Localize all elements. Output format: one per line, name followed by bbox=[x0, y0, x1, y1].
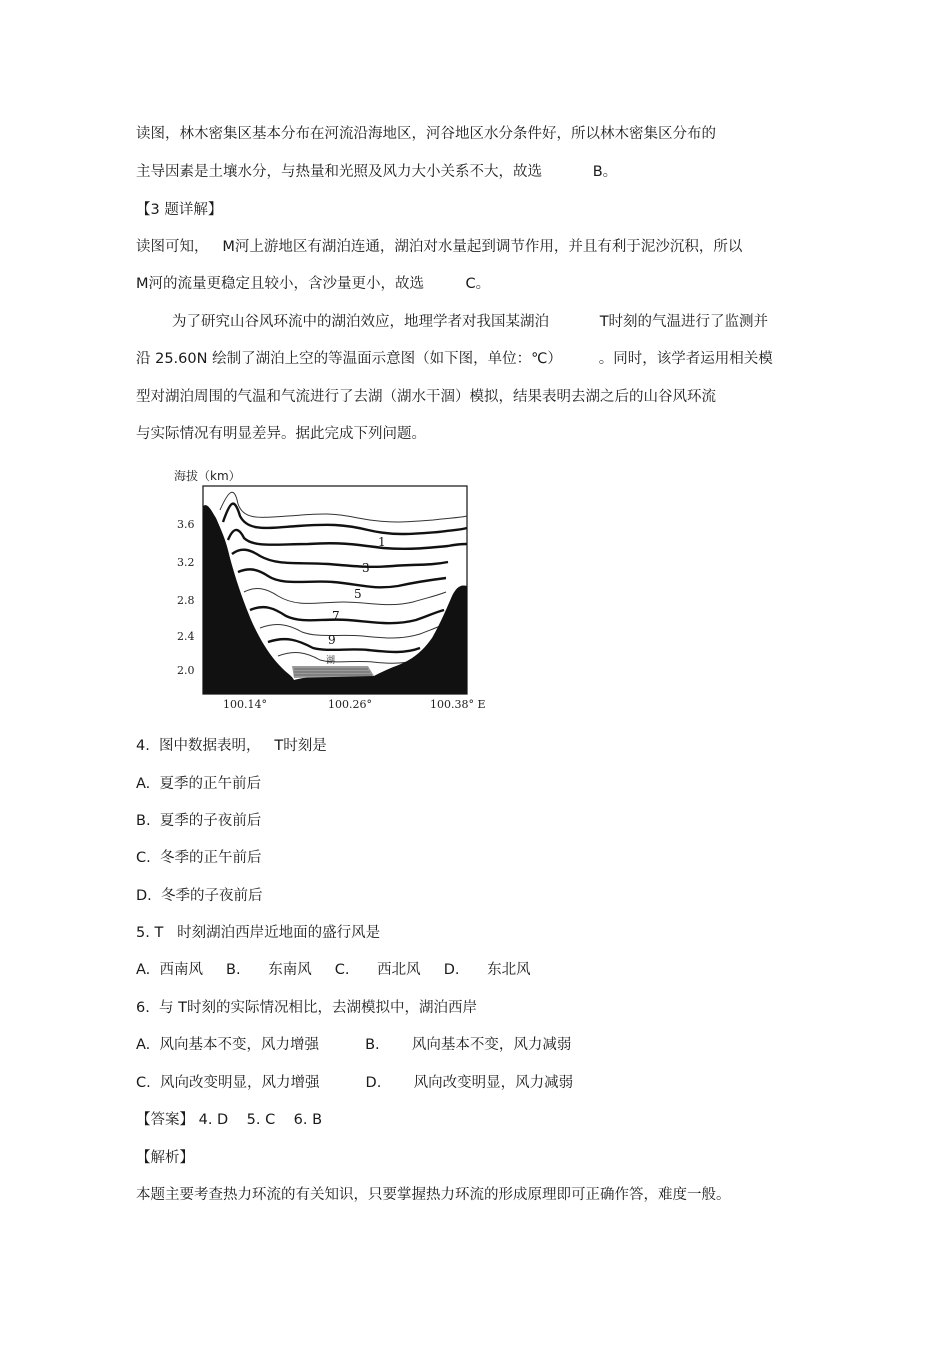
y-axis-title: 海拔（km） bbox=[174, 469, 241, 483]
option-c: C. 冬季的正午前后 bbox=[136, 850, 262, 866]
question-6-options-cd: C. 风向改变明显，风力增强 D. 风向改变明显，风力减弱 bbox=[136, 1075, 574, 1091]
analysis-text: 本题主要考查热力环流的有关知识，只要掌握热力环流的形成原理即可正确作答，难度一般。 bbox=[136, 1187, 731, 1203]
x-tick: 100.38° E bbox=[430, 698, 486, 711]
y-tick: 3.6 bbox=[177, 518, 195, 531]
isotherm-label: 7 bbox=[332, 609, 340, 623]
isotherm-figure bbox=[168, 462, 488, 714]
lake-label: 湖 bbox=[326, 656, 336, 666]
text-line: 主导因素是土壤水分，与热量和光照及风力大小关系不大，故选 B。 bbox=[136, 164, 618, 180]
y-tick: 2.4 bbox=[177, 630, 195, 643]
text-line: 读图，林木密集区基本分布在河流沿海地区，河谷地区水分条件好，所以林木密集区分布的 bbox=[136, 126, 716, 142]
y-tick: 3.2 bbox=[177, 556, 195, 569]
y-tick: 2.8 bbox=[177, 594, 195, 607]
text-line: 沿 25.60N 绘制了湖泊上空的等温面示意图（如下图，单位：℃） 。同时，该学者运用相关模 bbox=[136, 351, 773, 367]
isotherm-label: 1 bbox=[378, 535, 386, 549]
y-tick: 2.0 bbox=[177, 664, 195, 677]
isotherm-label: 9 bbox=[328, 633, 336, 647]
option-d: D. 冬季的子夜前后 bbox=[136, 888, 263, 904]
isotherm-label: 5 bbox=[354, 587, 362, 601]
option-a: A. 夏季的正午前后 bbox=[136, 776, 261, 792]
option-b: B. 夏季的子夜前后 bbox=[136, 813, 262, 829]
question-5-options: A. 西南风 B. 东南风 C. 西北风 D. 东北风 bbox=[136, 962, 531, 978]
left-mountain bbox=[203, 505, 294, 680]
text-line: M河的流量更稳定且较小，含沙量更小，故选 C。 bbox=[136, 276, 491, 292]
text-line: 型对湖泊周围的气温和气流进行了去湖（湖水干涸）模拟，结果表明去湖之后的山谷风环流 bbox=[136, 389, 716, 405]
question-6-options-ab: A. 风向基本不变，风力增强 B. 风向基本不变，风力减弱 bbox=[136, 1037, 572, 1053]
x-tick: 100.14° bbox=[223, 698, 267, 711]
answer-line: 【答案】 4. D 5. C 6. B bbox=[136, 1112, 323, 1128]
text-line: 读图可知， M河上游地区有湖泊连通，湖泊对水量起到调节作用，并且有利于泥沙沉积，所以 bbox=[136, 239, 743, 255]
analysis-heading: 【解析】 bbox=[136, 1150, 194, 1166]
text-line: 为了研究山谷风环流中的湖泊效应，地理学者对我国某湖泊 T时刻的气温进行了监测并 bbox=[172, 314, 769, 330]
x-tick: 100.26° bbox=[328, 698, 372, 711]
question-4: 4. 图中数据表明， T时刻是 bbox=[136, 738, 327, 754]
text-line: 与实际情况有明显差异。据此完成下列问题。 bbox=[136, 426, 426, 442]
question-6: 6. 与 T时刻的实际情况相比，去湖模拟中，湖泊西岸 bbox=[136, 1000, 478, 1016]
isotherm-label: 3 bbox=[362, 561, 370, 575]
question-5: 5. T 时刻湖泊西岸近地面的盛行风是 bbox=[136, 925, 381, 941]
section-heading: 【3 题详解】 bbox=[136, 202, 223, 218]
